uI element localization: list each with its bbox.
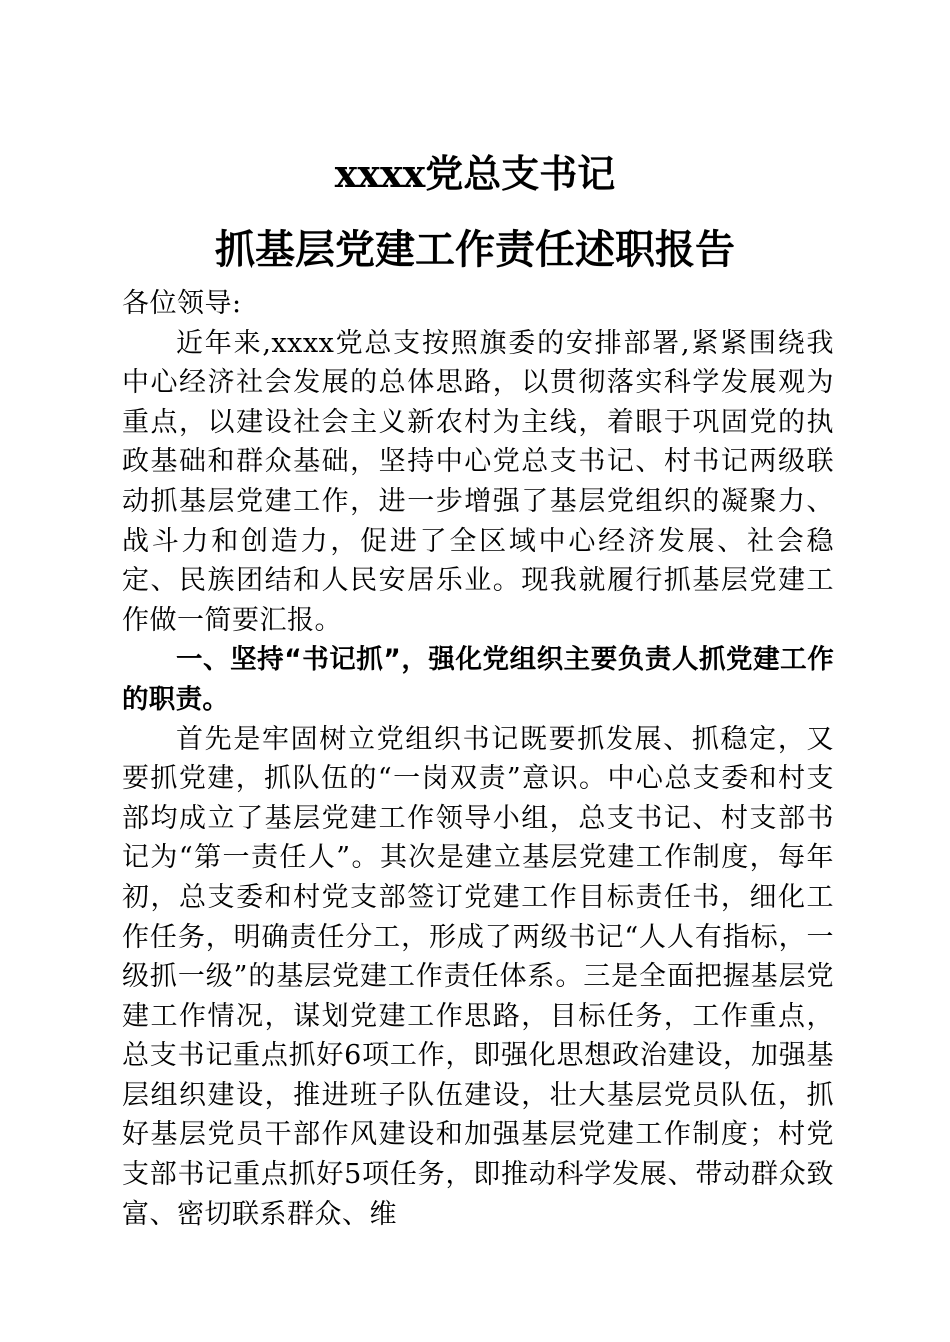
paragraph-section-1: 首先是牢固树立党组织书记既要抓发展、抓稳定，又要抓党建，抓队伍的“一岗双责”意识。中心总支委和村支部均成立了基层党建工作领导小组，总支书记、村支部书记为“第一责任人”。其次是建立基层党建工作制度，每年初，总支委和村党支部签订党建工作目标责任书，细化工作任务，明确责任分工，形成了两级书记“人人有指标，一级抓一级”的基层党建工作责任体系。三是全面把握基层党建工作情况，谋划党建工作思路，目标任务，工作重点，总支书记重点抓好6项工作，即强化思想政治建设，加强基层组织建设，推进班子队伍建设，壮大基层党员队伍，抓好基层党员干部作风建设和加强基层党建工作制度；村党支部书记重点抓好5项任务，即推动科学发展、带动群众致富、密切联系群众、维 [122, 723, 834, 1230]
paragraph-intro: 近年来,xxxx党总支按照旗委的安排部署,紧紧围绕我中心经济社会发展的总体思路，以贯彻落实科学发展观为重点，以建设社会主义新农村为主线，着眼于巩固党的执政基础和群众基础，坚持中心党总支书记、村书记两级联动抓基层党建工作，进一步增强了基层党组织的凝聚力、战斗力和创造力，促进了全区域中心经济发展、社会稳定、民族团结和人民安居乐业。现我就履行抓基层党建工作做一简要汇报。 [122, 327, 834, 636]
document-title-line1: xxxx党总支书记 [334, 151, 616, 196]
document-title-line2: 抓基层党建工作责任述职报告 [215, 226, 735, 273]
document-body [122, 284, 834, 1234]
section-heading-1: 一、坚持“书记抓”，强化党组织主要负责人抓党建工作的职责。 [122, 644, 834, 715]
salutation: 各位领导: [122, 288, 242, 319]
